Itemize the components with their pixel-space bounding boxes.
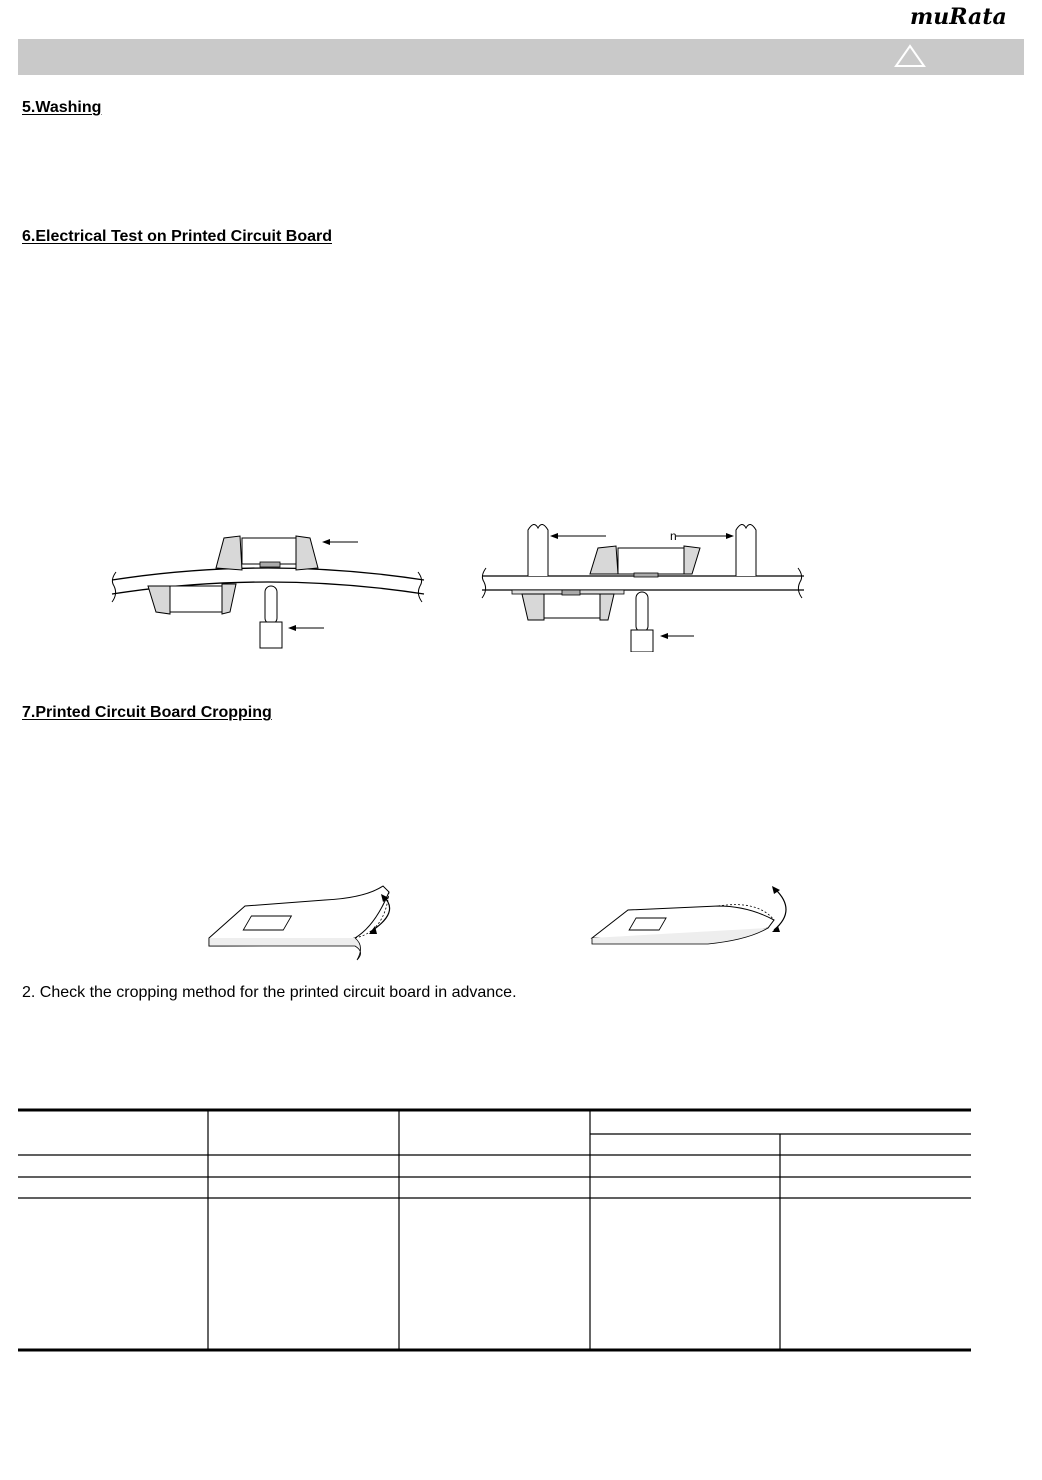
- specification-table: [18, 1108, 971, 1353]
- murata-logo: [906, 0, 1026, 30]
- warning-triangle-icon: [893, 43, 927, 69]
- figure-cropping-bend-up: [588, 880, 803, 950]
- logo-text: muRata: [910, 4, 1007, 30]
- figure-label-n: n: [670, 529, 677, 543]
- figure-cropping-bend-down: [205, 882, 420, 966]
- header-bar: [18, 39, 1024, 75]
- section-title-electrical-test: 6.Electrical Test on Printed Circuit Board: [22, 228, 332, 245]
- section-title-washing: 5.Washing: [22, 99, 102, 116]
- cropping-item-2: 2. Check the cropping method for the printed circuit board in advance.: [22, 984, 517, 1001]
- figure-board-bending-probe: [108, 528, 428, 650]
- figure-board-support-pins: [478, 518, 808, 652]
- section-title-cropping: 7.Printed Circuit Board Cropping: [22, 704, 272, 721]
